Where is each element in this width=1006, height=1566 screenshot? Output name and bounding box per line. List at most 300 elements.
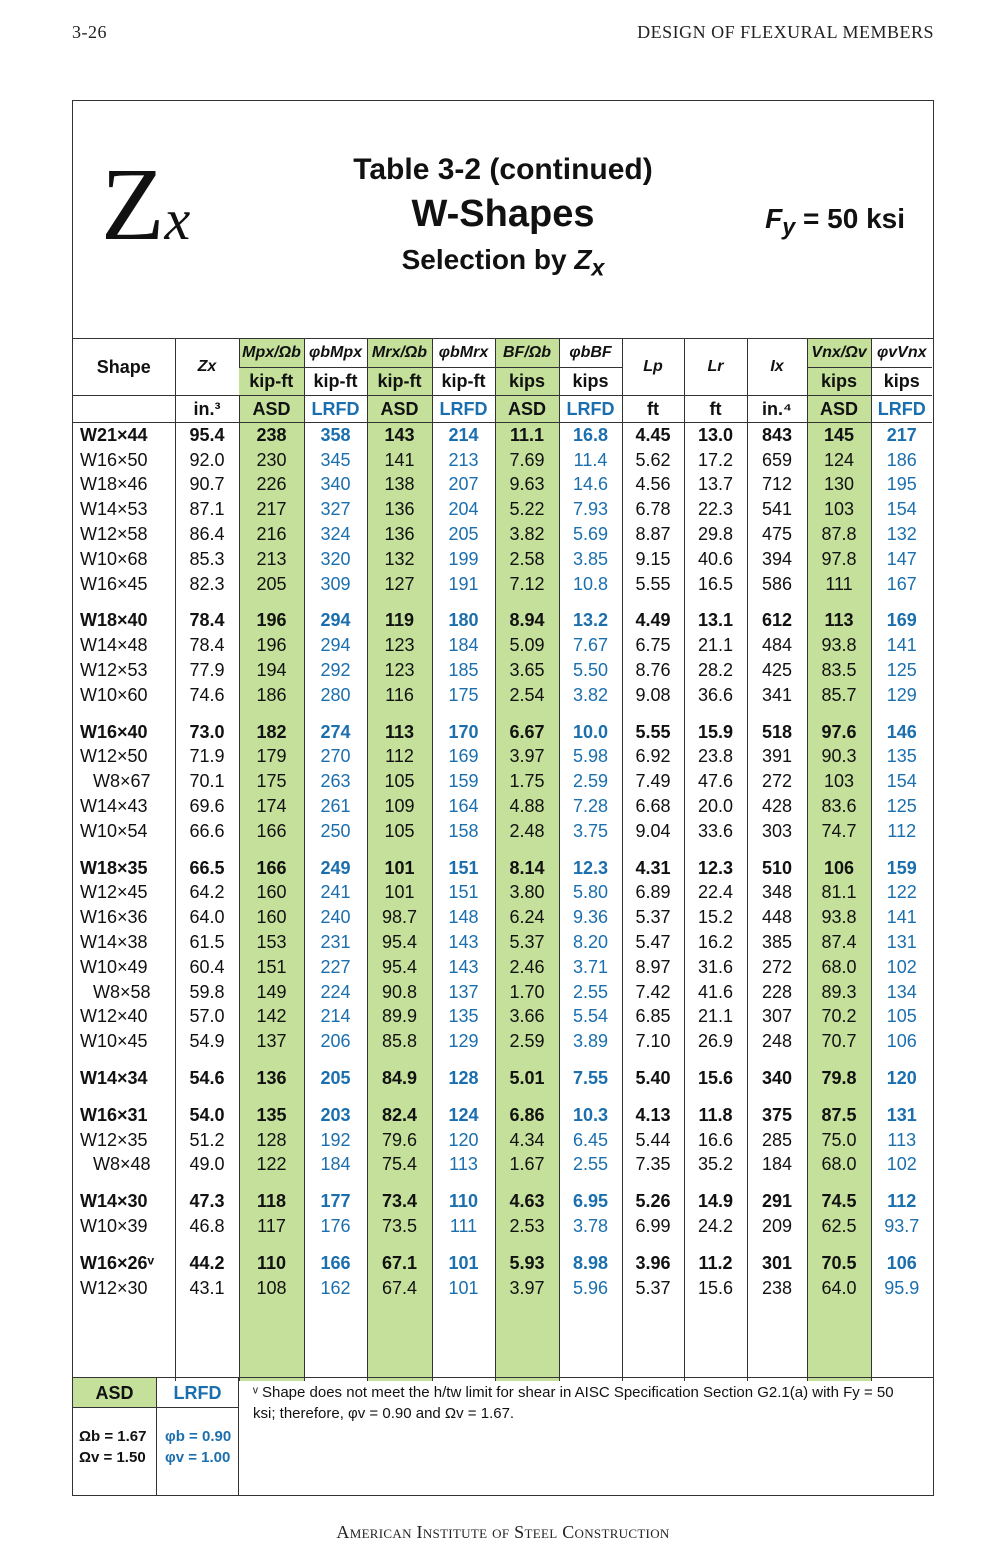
- value-cell: 74.6: [175, 683, 239, 708]
- value-cell: 184: [432, 633, 495, 658]
- shape-cell: W18×46: [80, 474, 148, 495]
- value-cell: 128: [432, 1066, 495, 1091]
- value-cell: 5.44: [622, 1128, 684, 1153]
- value-cell: 2.54: [495, 683, 559, 708]
- value-cell: 137: [432, 980, 495, 1005]
- value-cell: 2.59: [559, 769, 622, 794]
- group-spacer: [73, 708, 932, 720]
- col-header-10: Ix: [747, 339, 807, 396]
- value-cell: 101: [367, 881, 432, 906]
- col-unit-11: kips: [807, 368, 871, 396]
- value-cell: 49.0: [175, 1153, 239, 1178]
- value-cell: 391: [747, 745, 807, 770]
- filler-row: [73, 1301, 932, 1381]
- table-row: [73, 1153, 932, 1178]
- value-cell: 5.55: [622, 720, 684, 745]
- value-cell: 226: [239, 473, 304, 498]
- value-cell: 40.6: [684, 547, 747, 572]
- table-row: [73, 1251, 932, 1276]
- value-cell: 4.63: [495, 1189, 559, 1214]
- col-method-4: ASD: [367, 396, 432, 423]
- value-cell: 138: [367, 473, 432, 498]
- value-cell: 2.53: [495, 1214, 559, 1239]
- value-cell: 843: [747, 423, 807, 448]
- col-method-10: in.⁴: [747, 396, 807, 423]
- table-row: [73, 1214, 932, 1239]
- value-cell: 272: [747, 769, 807, 794]
- table-row: [73, 658, 932, 683]
- value-cell: 16.5: [684, 572, 747, 597]
- value-cell: 153: [239, 930, 304, 955]
- col-header-8: Lp: [622, 339, 684, 396]
- value-cell: 248: [747, 1029, 807, 1054]
- col-header-11: Vnx/Ωv: [807, 339, 871, 368]
- shape-cell: W12×30: [80, 1277, 148, 1298]
- value-cell: 92.0: [175, 448, 239, 473]
- value-cell: 13.0: [684, 423, 747, 448]
- value-cell: 7.10: [622, 1029, 684, 1054]
- value-cell: 73.0: [175, 720, 239, 745]
- value-cell: 151: [432, 856, 495, 881]
- value-cell: 206: [304, 1029, 367, 1054]
- value-cell: 113: [432, 1153, 495, 1178]
- value-cell: 5.62: [622, 448, 684, 473]
- value-cell: 7.93: [559, 497, 622, 522]
- value-cell: 174: [239, 794, 304, 819]
- value-cell: 8.87: [622, 522, 684, 547]
- value-cell: 185: [432, 658, 495, 683]
- value-cell: 15.6: [684, 1276, 747, 1301]
- value-cell: 228: [747, 980, 807, 1005]
- value-cell: 8.98: [559, 1251, 622, 1276]
- value-cell: 428: [747, 794, 807, 819]
- value-cell: 518: [747, 720, 807, 745]
- value-cell: 143: [367, 423, 432, 448]
- value-cell: 8.76: [622, 658, 684, 683]
- value-cell: 135: [432, 1005, 495, 1030]
- value-cell: 145: [807, 423, 871, 448]
- value-cell: 1.75: [495, 769, 559, 794]
- value-cell: 280: [304, 683, 367, 708]
- col-method-3: LRFD: [304, 396, 367, 423]
- value-cell: 2.48: [495, 819, 559, 844]
- shape-cell: W8×48: [93, 1154, 151, 1175]
- value-cell: 303: [747, 819, 807, 844]
- value-cell: 74.5: [807, 1189, 871, 1214]
- asd-factors: Ωb = 1.67 Ωv = 1.50: [73, 1408, 157, 1496]
- col-shape: Shape: [73, 339, 175, 396]
- table-row: [73, 794, 932, 819]
- value-cell: 8.14: [495, 856, 559, 881]
- value-cell: 64.0: [807, 1276, 871, 1301]
- shape-cell: W14×34: [80, 1068, 148, 1089]
- lrfd-factors: φb = 0.90 φv = 1.00: [157, 1408, 239, 1496]
- shape-cell: W18×40: [80, 610, 148, 631]
- col-unit-6: kips: [495, 368, 559, 396]
- page-number: 3-26: [72, 22, 107, 42]
- value-cell: 3.85: [559, 547, 622, 572]
- value-cell: 5.22: [495, 497, 559, 522]
- value-cell: 105: [367, 819, 432, 844]
- col-unit-4: kip-ft: [367, 368, 432, 396]
- value-cell: 3.71: [559, 955, 622, 980]
- value-cell: 3.66: [495, 1005, 559, 1030]
- value-cell: 5.55: [622, 572, 684, 597]
- value-cell: 12.3: [684, 856, 747, 881]
- value-cell: 66.6: [175, 819, 239, 844]
- value-cell: 186: [239, 683, 304, 708]
- value-cell: 160: [239, 905, 304, 930]
- value-cell: 129: [871, 683, 932, 708]
- value-cell: 103: [807, 497, 871, 522]
- col-unit-12: kips: [871, 368, 932, 396]
- value-cell: 64.2: [175, 881, 239, 906]
- value-cell: 320: [304, 547, 367, 572]
- value-cell: 59.8: [175, 980, 239, 1005]
- table-row: [73, 497, 932, 522]
- value-cell: 4.13: [622, 1103, 684, 1128]
- value-cell: 132: [871, 522, 932, 547]
- value-cell: 108: [239, 1276, 304, 1301]
- value-cell: 3.96: [622, 1251, 684, 1276]
- value-cell: 51.2: [175, 1128, 239, 1153]
- col-method-9: ft: [684, 396, 747, 423]
- value-cell: 340: [747, 1066, 807, 1091]
- value-cell: 7.28: [559, 794, 622, 819]
- value-cell: 175: [239, 769, 304, 794]
- value-cell: 250: [304, 819, 367, 844]
- value-cell: 110: [432, 1189, 495, 1214]
- value-cell: 73.5: [367, 1214, 432, 1239]
- value-cell: 7.55: [559, 1066, 622, 1091]
- value-cell: 6.45: [559, 1128, 622, 1153]
- value-cell: 105: [367, 769, 432, 794]
- table-row: [73, 881, 932, 906]
- value-cell: 203: [304, 1103, 367, 1128]
- table-row: [73, 1189, 932, 1214]
- value-cell: 5.54: [559, 1005, 622, 1030]
- value-cell: 74.7: [807, 819, 871, 844]
- value-cell: 116: [367, 683, 432, 708]
- value-cell: 214: [304, 1005, 367, 1030]
- value-cell: 89.3: [807, 980, 871, 1005]
- value-cell: 205: [239, 572, 304, 597]
- table-row: [73, 980, 932, 1005]
- value-cell: 217: [239, 497, 304, 522]
- value-cell: 44.2: [175, 1251, 239, 1276]
- value-cell: 5.80: [559, 881, 622, 906]
- value-cell: 5.47: [622, 930, 684, 955]
- table-row: [73, 1005, 932, 1030]
- value-cell: 4.31: [622, 856, 684, 881]
- value-cell: 75.0: [807, 1128, 871, 1153]
- value-cell: 90.7: [175, 473, 239, 498]
- value-cell: 9.04: [622, 819, 684, 844]
- value-cell: 95.4: [175, 423, 239, 448]
- value-cell: 28.2: [684, 658, 747, 683]
- shape-cell: W14×53: [80, 499, 148, 520]
- value-cell: 160: [239, 881, 304, 906]
- table-row: [73, 547, 932, 572]
- value-cell: 84.9: [367, 1066, 432, 1091]
- value-cell: 95.4: [367, 930, 432, 955]
- value-cell: 294: [304, 633, 367, 658]
- value-cell: 9.15: [622, 547, 684, 572]
- group-spacer: [73, 597, 932, 609]
- selection-table: [73, 339, 932, 1381]
- group-spacer: [73, 1054, 932, 1066]
- value-cell: 13.1: [684, 609, 747, 634]
- value-cell: 6.24: [495, 905, 559, 930]
- value-cell: 11.8: [684, 1103, 747, 1128]
- value-cell: 3.65: [495, 658, 559, 683]
- value-cell: 130: [807, 473, 871, 498]
- publisher-footer: American Institute of Steel Construction: [336, 1522, 670, 1542]
- value-cell: 231: [304, 930, 367, 955]
- value-cell: 122: [239, 1153, 304, 1178]
- value-cell: 137: [239, 1029, 304, 1054]
- value-cell: 136: [367, 497, 432, 522]
- value-cell: 5.09: [495, 633, 559, 658]
- value-cell: 345: [304, 448, 367, 473]
- value-cell: 3.89: [559, 1029, 622, 1054]
- shape-cell: W18×35: [80, 857, 148, 878]
- value-cell: 192: [304, 1128, 367, 1153]
- value-cell: 301: [747, 1251, 807, 1276]
- value-cell: 82.4: [367, 1103, 432, 1128]
- value-cell: 93.8: [807, 633, 871, 658]
- value-cell: 3.80: [495, 881, 559, 906]
- shape-cell: W14×43: [80, 796, 148, 817]
- value-cell: 341: [747, 683, 807, 708]
- value-cell: 112: [871, 1189, 932, 1214]
- col-header-9: Lr: [684, 339, 747, 396]
- value-cell: 162: [304, 1276, 367, 1301]
- col-unit-shape: [73, 396, 175, 423]
- value-cell: 186: [871, 448, 932, 473]
- table-row: [73, 856, 932, 881]
- value-cell: 6.95: [559, 1189, 622, 1214]
- value-cell: 83.6: [807, 794, 871, 819]
- value-cell: 9.63: [495, 473, 559, 498]
- value-cell: 5.98: [559, 745, 622, 770]
- value-cell: 207: [432, 473, 495, 498]
- value-cell: 166: [239, 856, 304, 881]
- value-cell: 3.97: [495, 745, 559, 770]
- value-cell: 16.8: [559, 423, 622, 448]
- shape-cell: W8×67: [93, 771, 151, 792]
- value-cell: 110: [239, 1251, 304, 1276]
- shape-cell: W14×38: [80, 932, 148, 953]
- value-cell: 46.8: [175, 1214, 239, 1239]
- value-cell: 184: [747, 1153, 807, 1178]
- value-cell: 73.4: [367, 1189, 432, 1214]
- value-cell: 2.55: [559, 980, 622, 1005]
- col-method-1: in.³: [175, 396, 239, 423]
- header-row-methods: [73, 396, 932, 423]
- value-cell: 227: [304, 955, 367, 980]
- value-cell: 102: [871, 1153, 932, 1178]
- value-cell: 70.7: [807, 1029, 871, 1054]
- value-cell: 57.0: [175, 1005, 239, 1030]
- value-cell: 17.2: [684, 448, 747, 473]
- value-cell: 180: [432, 609, 495, 634]
- value-cell: 7.69: [495, 448, 559, 473]
- value-cell: 93.7: [871, 1214, 932, 1239]
- value-cell: 3.97: [495, 1276, 559, 1301]
- value-cell: 195: [871, 473, 932, 498]
- value-cell: 120: [871, 1066, 932, 1091]
- shape-cell: W16×45: [80, 573, 148, 594]
- value-cell: 78.4: [175, 633, 239, 658]
- value-cell: 5.37: [622, 905, 684, 930]
- value-cell: 112: [871, 819, 932, 844]
- value-cell: 176: [304, 1214, 367, 1239]
- value-cell: 71.9: [175, 745, 239, 770]
- col-header-3: φbMpx: [304, 339, 367, 368]
- value-cell: 184: [304, 1153, 367, 1178]
- value-cell: 70.2: [807, 1005, 871, 1030]
- value-cell: 5.37: [495, 930, 559, 955]
- value-cell: 15.6: [684, 1066, 747, 1091]
- table-row: [73, 905, 932, 930]
- value-cell: 95.9: [871, 1276, 932, 1301]
- shape-cell: W16×36: [80, 907, 148, 928]
- value-cell: 292: [304, 658, 367, 683]
- lrfd-label: LRFD: [157, 1378, 239, 1408]
- value-cell: 33.6: [684, 819, 747, 844]
- value-cell: 6.78: [622, 497, 684, 522]
- value-cell: 216: [239, 522, 304, 547]
- value-cell: 205: [304, 1066, 367, 1091]
- value-cell: 106: [871, 1251, 932, 1276]
- value-cell: 43.1: [175, 1276, 239, 1301]
- value-cell: 23.8: [684, 745, 747, 770]
- footnote: ᵛ Shape does not meet the h/tw limit for shear in AISC Specification Section G2.1(a) with Fy = 50 ksi; therefore, φv = 0.90 and Ωv = 1.67.: [253, 1384, 894, 1422]
- value-cell: 14.6: [559, 473, 622, 498]
- value-cell: 12.3: [559, 856, 622, 881]
- value-cell: 484: [747, 633, 807, 658]
- value-cell: 612: [747, 609, 807, 634]
- value-cell: 158: [432, 819, 495, 844]
- table-row: [73, 745, 932, 770]
- value-cell: 136: [239, 1066, 304, 1091]
- value-cell: 132: [367, 547, 432, 572]
- value-cell: 5.96: [559, 1276, 622, 1301]
- value-cell: 68.0: [807, 955, 871, 980]
- value-cell: 4.49: [622, 609, 684, 634]
- value-cell: 213: [239, 547, 304, 572]
- value-cell: 62.5: [807, 1214, 871, 1239]
- value-cell: 106: [807, 856, 871, 881]
- value-cell: 9.36: [559, 905, 622, 930]
- value-cell: 7.12: [495, 572, 559, 597]
- value-cell: 122: [871, 881, 932, 906]
- value-cell: 196: [239, 633, 304, 658]
- value-cell: 85.7: [807, 683, 871, 708]
- value-cell: 8.20: [559, 930, 622, 955]
- col-method-11: ASD: [807, 396, 871, 423]
- value-cell: 7.35: [622, 1153, 684, 1178]
- value-cell: 214: [432, 423, 495, 448]
- table-row: [73, 1128, 932, 1153]
- value-cell: 13.7: [684, 473, 747, 498]
- value-cell: 69.6: [175, 794, 239, 819]
- table-row: [73, 819, 932, 844]
- table-title: W-Shapes: [411, 193, 595, 235]
- value-cell: 31.6: [684, 955, 747, 980]
- value-cell: 98.7: [367, 905, 432, 930]
- value-cell: 87.5: [807, 1103, 871, 1128]
- value-cell: 2.59: [495, 1029, 559, 1054]
- value-cell: 85.8: [367, 1029, 432, 1054]
- shape-cell: W16×50: [80, 449, 148, 470]
- table-subtitle: Selection by $Z_x$: [401, 244, 605, 281]
- value-cell: 166: [239, 819, 304, 844]
- shape-cell: W12×40: [80, 1006, 148, 1027]
- value-cell: 147: [871, 547, 932, 572]
- value-cell: 182: [239, 720, 304, 745]
- value-cell: 78.4: [175, 609, 239, 634]
- value-cell: 143: [432, 955, 495, 980]
- value-cell: 21.1: [684, 1005, 747, 1030]
- group-spacer: [73, 1239, 932, 1251]
- value-cell: 101: [432, 1251, 495, 1276]
- value-cell: 20.0: [684, 794, 747, 819]
- value-cell: 90.8: [367, 980, 432, 1005]
- shape-cell: W10×60: [80, 684, 148, 705]
- col-method-5: LRFD: [432, 396, 495, 423]
- value-cell: 36.6: [684, 683, 747, 708]
- value-cell: 8.97: [622, 955, 684, 980]
- table-number: Table 3-2 (continued): [353, 153, 653, 186]
- value-cell: 213: [432, 448, 495, 473]
- value-cell: 67.4: [367, 1276, 432, 1301]
- value-cell: 4.45: [622, 423, 684, 448]
- value-cell: 125: [871, 658, 932, 683]
- value-cell: 21.1: [684, 633, 747, 658]
- asd-label: ASD: [73, 1378, 157, 1408]
- value-cell: 175: [432, 683, 495, 708]
- value-cell: 2.58: [495, 547, 559, 572]
- value-cell: 177: [304, 1189, 367, 1214]
- table-frame: [72, 100, 934, 1496]
- shape-cell: W16×26ᵛ: [80, 1252, 155, 1273]
- value-cell: 179: [239, 745, 304, 770]
- value-cell: 309: [304, 572, 367, 597]
- value-cell: 124: [807, 448, 871, 473]
- value-cell: 475: [747, 522, 807, 547]
- value-cell: 196: [239, 609, 304, 634]
- value-cell: 358: [304, 423, 367, 448]
- section-title: DESIGN OF FLEXURAL MEMBERS: [637, 22, 934, 42]
- value-cell: 11.2: [684, 1251, 747, 1276]
- group-spacer: [73, 1091, 932, 1103]
- table-row: [73, 423, 932, 448]
- value-cell: 141: [871, 905, 932, 930]
- value-cell: 2.46: [495, 955, 559, 980]
- shape-cell: W10×54: [80, 820, 148, 841]
- value-cell: 87.4: [807, 930, 871, 955]
- value-cell: 118: [239, 1189, 304, 1214]
- value-cell: 164: [432, 794, 495, 819]
- value-cell: 146: [871, 720, 932, 745]
- value-cell: 134: [871, 980, 932, 1005]
- value-cell: 119: [367, 609, 432, 634]
- table-row: [73, 609, 932, 634]
- value-cell: 15.2: [684, 905, 747, 930]
- value-cell: 659: [747, 448, 807, 473]
